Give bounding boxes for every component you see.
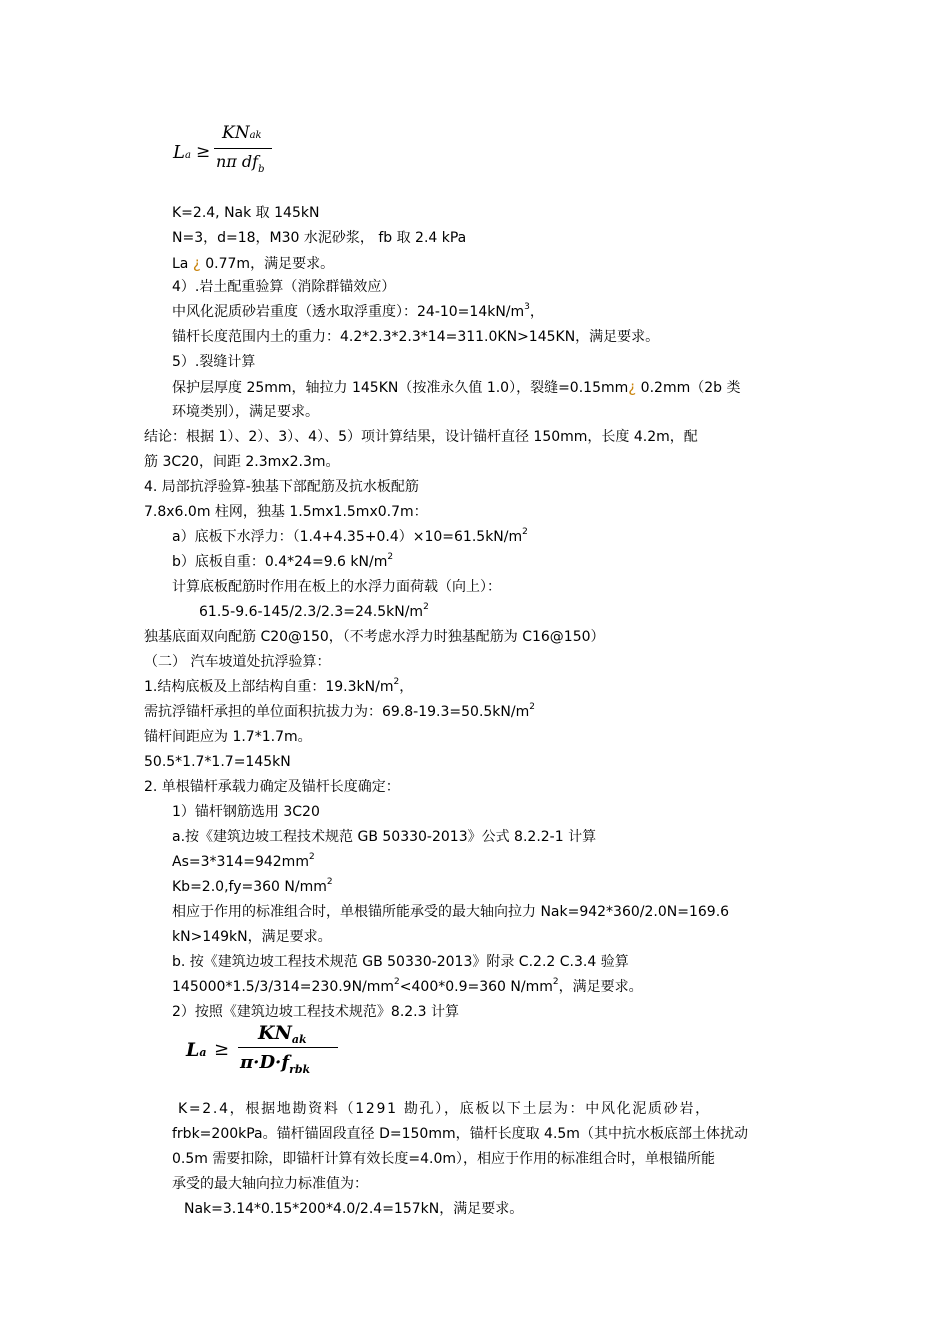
superscript: 2 [529,702,535,713]
text-line [172,528,528,546]
text-line: 锚杆间距应为 1.7*1.7m。 [144,729,312,745]
formula1-lhs-sub: a [184,150,191,161]
text-line [172,378,740,397]
section-heading: 5）.裂缝计算 [172,354,256,370]
superscript: 2 [394,977,400,988]
text-line [172,978,643,996]
superscript: 2 [522,527,528,538]
text-span: a）底板下水浮力：（1.4+4.35+0.4）×10=61.5kN/m [172,529,523,545]
text-line [172,853,315,871]
section-heading: 2. 单根锚杆承载力确定及锚杆长度确定： [144,779,400,795]
text-line [144,703,535,721]
formula2-numerator: KN [258,1022,292,1044]
text-span: ， [399,679,414,695]
formula1-denominator-sub: b [258,164,265,175]
text-line [172,254,334,273]
formula2-operator: ≥ [214,1039,230,1060]
text-span: 0.77m，满足要求。 [200,256,335,272]
section-heading: 4. 局部抗浮验算-独基下部配筋及抗水板配筋 [144,479,419,495]
text-span: 保护层厚度 25mm，轴拉力 145KN（按准永久值 1.0），裂缝=0.15mm [172,380,629,396]
superscript: 3 [524,302,530,313]
text-span: b）底板自重：0.4*24=9.6 kN/m [172,554,388,570]
text-line: 50.5*1.7*1.7=145kN [144,754,291,770]
formula1-denominator: nπ df [216,152,259,171]
text-line: K=2.4, Nak 取 145kN [172,205,320,221]
text-line: kN>149kN，满足要求。 [172,929,332,945]
text-line [199,603,429,621]
formula2-numerator-sub: ak [291,1033,307,1046]
text-line: frbk=200kPa。锚杆锚固段直径 D=150mm，锚杆长度取 4.5m（其中抗水板底部土体扰动 [172,1126,748,1142]
glyph-mark: ¿ [628,378,637,396]
formula1-numerator: KN [222,123,250,143]
text-line [144,678,413,696]
text-line: K=2.4，根据地勘资料（1291 勘孔），底板以下土层为：中风化泥质砂岩， [178,1101,711,1117]
text-line: 1）锚杆钢筋选用 3C20 [172,804,320,820]
text-span: 中风化泥质砂岩重度（透水取浮重度）：24-10=14kN/m [172,304,525,320]
superscript: 2 [552,977,559,988]
text-line: 相应于作用的标准组合时，单根锚所能承受的最大轴向拉力 Nak=942*360/2.0N=169.6 [172,904,730,920]
superscript: 2 [326,877,333,888]
text-span: <400*0.9=360 N/mm [399,979,553,995]
glyph-mark: ¿ [192,254,201,272]
text-line: 0.5m 需要扣除，即锚杆计算有效长度=4.0m），相应于作用的标准组合时，单根锚所能 [172,1151,715,1167]
text-span: La [172,256,193,272]
text-line: 锚杆长度范围内土的重力：4.2*2.3*2.3*14=311.0KN>145KN，满足要求。 [172,329,660,345]
text-span: ， [529,304,544,320]
formula2-denominator: π·D·f [240,1052,290,1073]
text-span: 需抗浮锚杆承担的单位面积抗拔力为：69.8-19.3=50.5kN/m [144,704,530,720]
formula1-numerator-sub: ak [249,130,262,141]
text-span: As=3*314=942mm [172,854,309,870]
text-line [172,878,333,896]
superscript: 2 [308,852,315,863]
text-line [172,553,393,571]
text-line: 2）按照《建筑边坡工程技术规范》8.2.3 计算 [172,1004,459,1020]
text-line: b. 按《建筑边坡工程技术规范 GB 50330-2013》附录 C.2.2 C.3.4 验算 [172,954,629,970]
formula-anchor-length-1 [170,120,290,180]
formula2-fraction-bar [238,1047,338,1048]
formula1-lhs: L [173,142,185,163]
text-line: 7.8x6.0m 柱网，独基 1.5mx1.5mx0.7m： [144,504,428,520]
text-line: a.按《建筑边坡工程技术规范 GB 50330-2013》公式 8.2.2-1 计算 [172,829,597,845]
formula2-lhs: L [186,1039,200,1061]
text-line: N=3，d=18，M30 水泥砂浆， fb 取 2.4 kPa [172,230,467,246]
text-span: 1.结构底板及上部结构自重：19.3kN/m [144,679,394,695]
superscript: 2 [423,602,429,613]
text-span: ，满足要求。 [558,979,643,995]
text-line: 计算底板配筋时作用在板上的水浮力面荷载（向上）： [172,579,501,595]
text-line: 独基底面双向配筋 C20@150，（不考虑水浮力时独基配筋为 C16@150） [144,629,605,645]
text-line: 结论：根据 1）、2）、3）、4）、5）项计算结果，设计锚杆直径 150mm，长度 4.2m，配 [144,429,698,445]
formula2-denominator-sub: rbk [289,1063,311,1076]
section-heading: 4）.岩土配重验算（消除群锚效应） [172,279,396,295]
text-line: Nak=3.14*0.15*200*4.0/2.4=157kN，满足要求。 [184,1201,524,1217]
section-heading: （二） 汽车坡道处抗浮验算： [144,654,331,670]
formula-anchor-length-2 [184,1022,354,1086]
text-line: 承受的最大轴向拉力标准值为： [172,1176,368,1192]
formula1-operator: ≥ [196,142,211,162]
superscript: 2 [387,552,394,563]
text-span: 61.5-9.6-145/2.3/2.3=24.5kN/m [199,604,424,620]
formula2-lhs-sub: a [199,1046,207,1059]
text-line [172,303,544,321]
text-span: 0.2mm（2b 类 [636,380,741,396]
text-line: 环境类别），满足要求。 [172,404,319,420]
text-span: 145000*1.5/3/314=230.9N/mm [172,979,395,995]
formula1-fraction-bar [214,148,272,149]
text-span: Kb=2.0,fy=360 N/mm [172,879,327,895]
superscript: 2 [393,677,400,688]
text-line: 筋 3C20，间距 2.3mx2.3m。 [144,454,340,470]
